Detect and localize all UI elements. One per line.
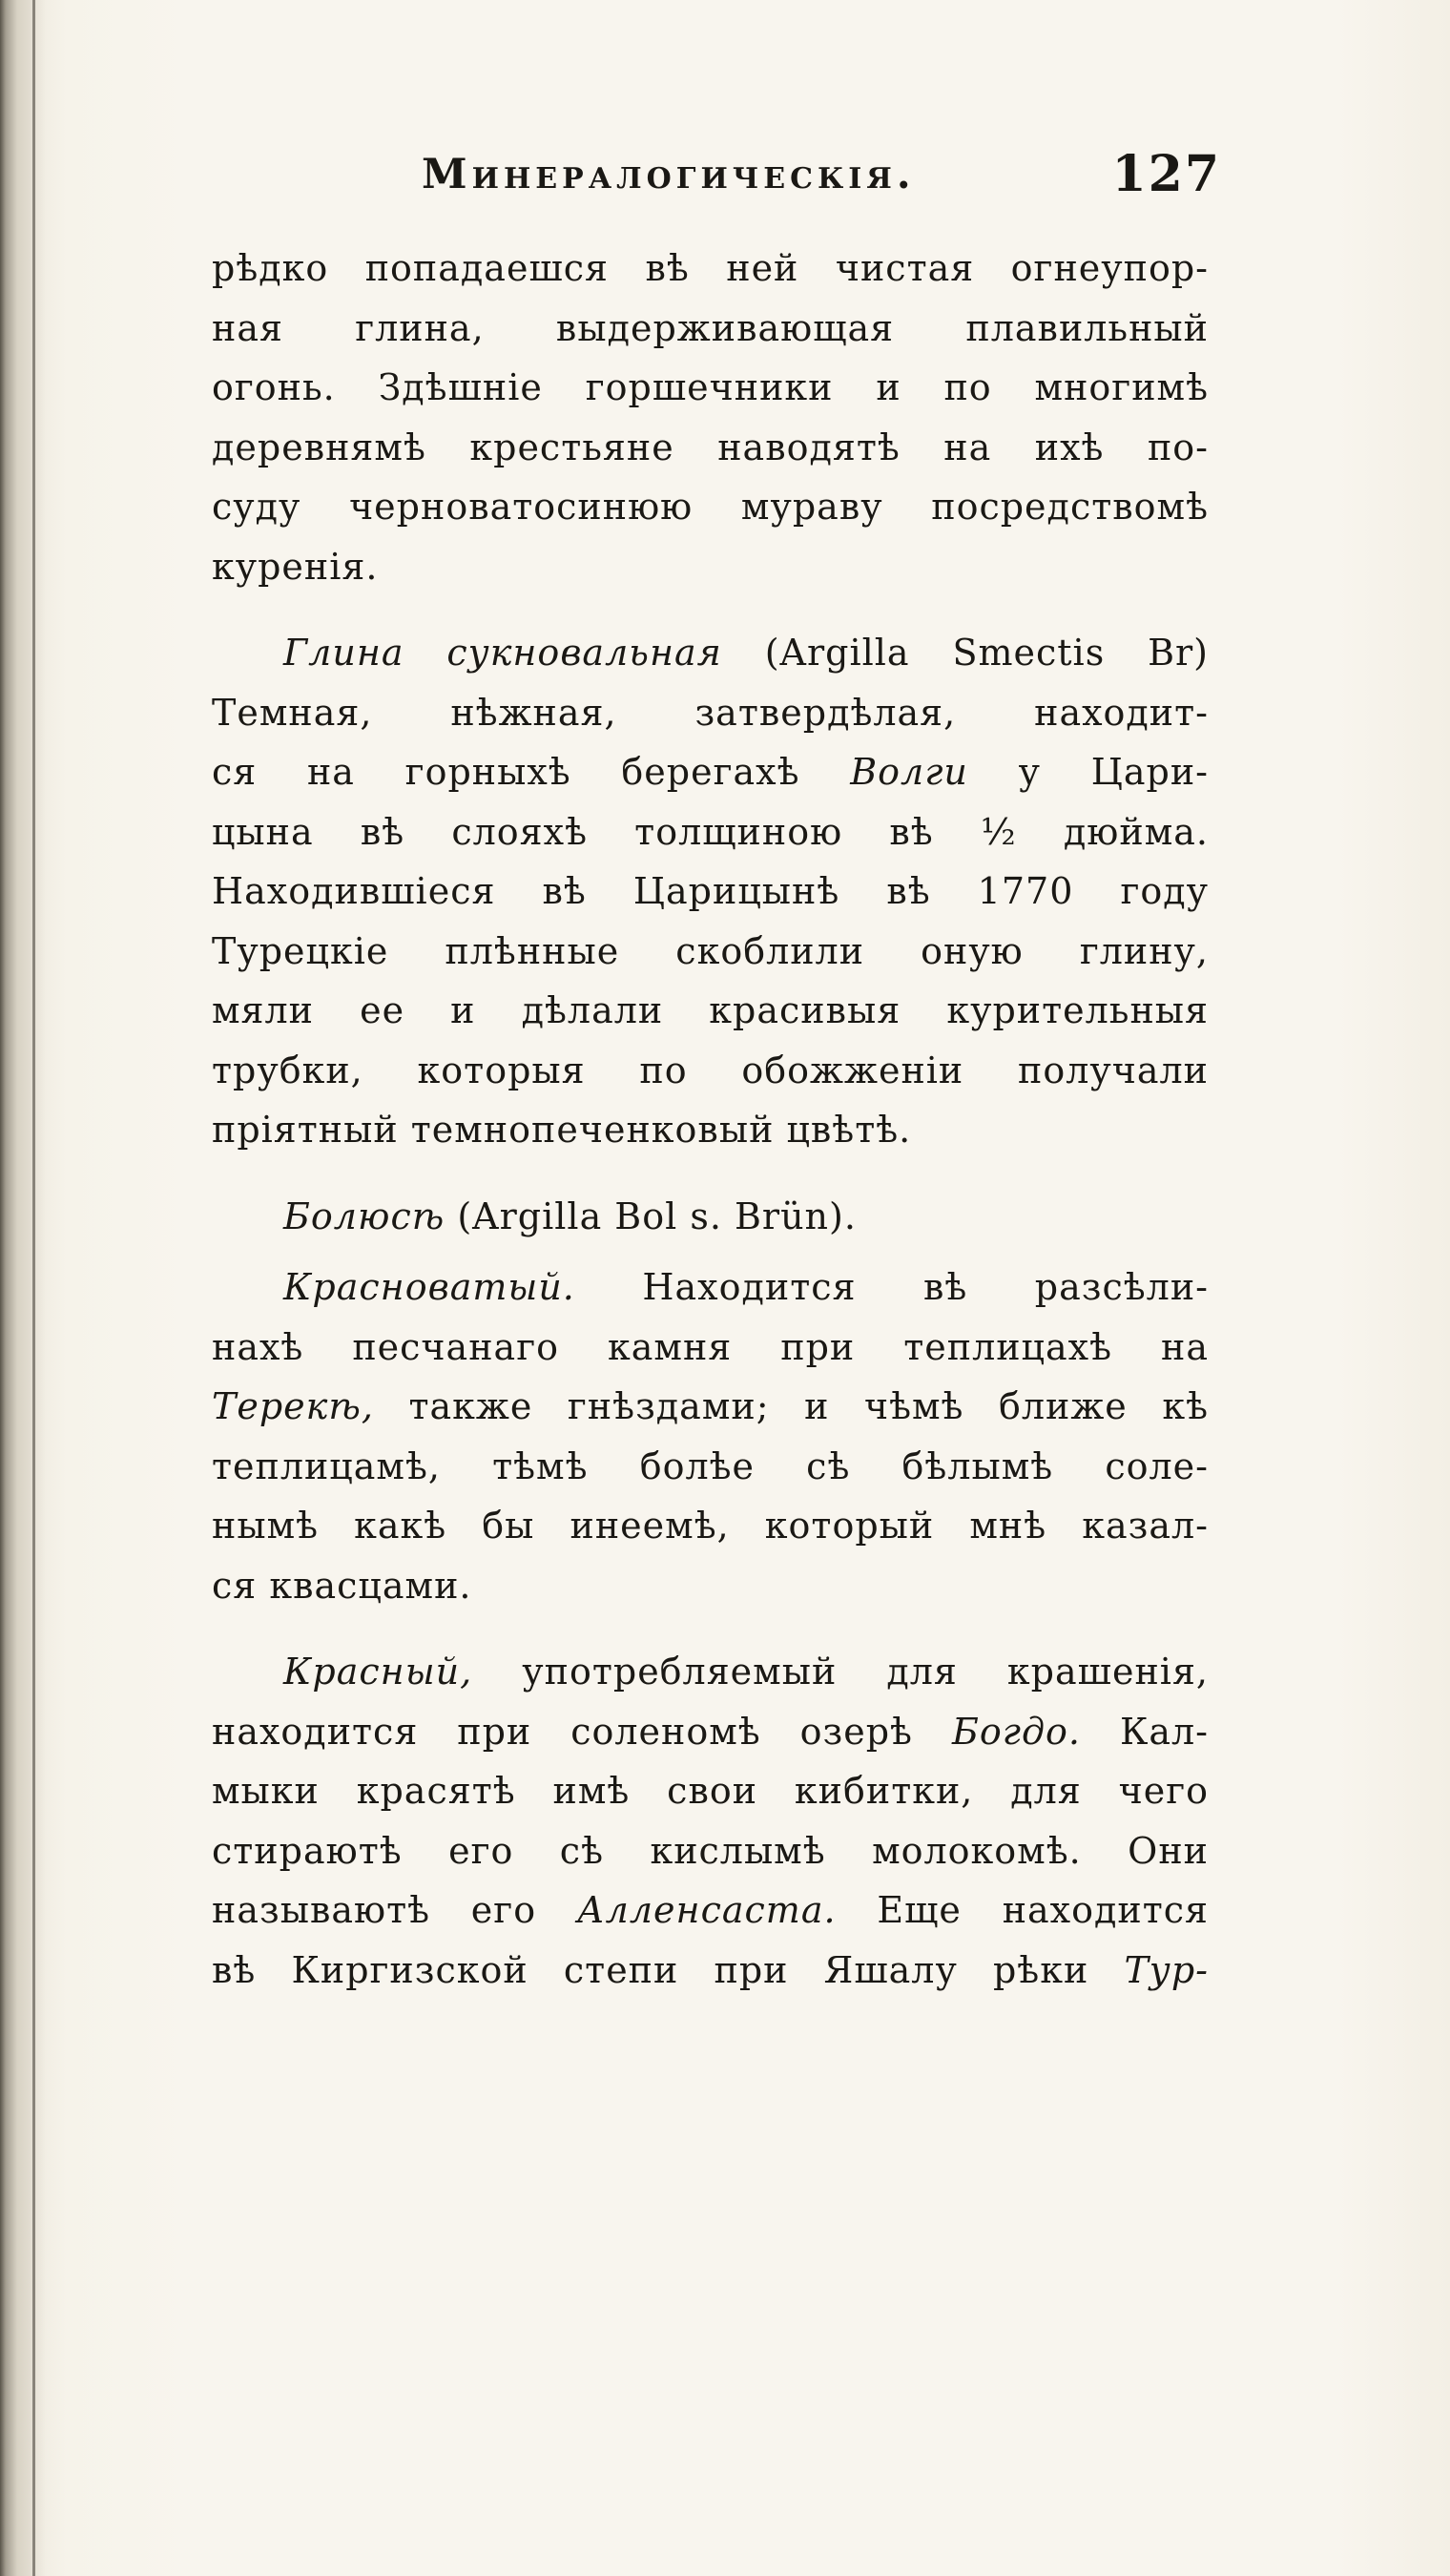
text-segment: пріятный темнопеченковый цвѣтѣ. [212, 1109, 912, 1151]
text-segment: ная глина, выдерживающая плавильный [212, 306, 1209, 349]
text-segment: рѣдко попадаешся вѣ ней чистая огнеупор- [212, 247, 1209, 289]
text-segment: нахѣ песчанаго камня при теплицахѣ на [212, 1325, 1209, 1368]
italic-term: Волги [850, 751, 968, 793]
text-line [212, 1377, 1209, 1437]
italic-term: Тур- [1124, 1948, 1209, 1991]
text-segment: ся на горныхѣ берегахѣ [212, 751, 851, 793]
italic-term: Терекѣ, [212, 1385, 374, 1427]
text-segment: также гнѣздами; и чѣмѣ ближе кѣ [373, 1385, 1209, 1427]
italic-term: Красный, [283, 1651, 473, 1693]
text-segment: огонь. Здѣшніе горшечники и по многимѣ [212, 366, 1209, 408]
text-line [212, 299, 1209, 359]
italic-term: Алленсаста. [576, 1889, 837, 1931]
text-line [212, 742, 1209, 802]
text-line [212, 1437, 1209, 1497]
text-segment: нымѣ какѣ бы инеемѣ, который мнѣ казал- [212, 1505, 1209, 1547]
paragraph [212, 1257, 1209, 1615]
spine-edge [32, 0, 35, 2576]
running-title: Минералогическія. [422, 151, 916, 198]
italic-term: Глина сукновальная [283, 632, 722, 674]
italic-term: Болюсѣ [283, 1195, 445, 1237]
paragraph-gap [212, 1160, 1209, 1187]
text-line [212, 1821, 1209, 1881]
text-segment: Находится вѣ разсѣли- [574, 1266, 1209, 1308]
text-segment: деревнямѣ крестьяне наводятѣ на ихѣ по- [212, 426, 1209, 468]
text-segment: теплицамѣ, тѣмѣ болѣе сѣ бѣлымѣ соле- [212, 1444, 1209, 1487]
page-header [210, 145, 1221, 208]
text-segment: (Argilla Bol s. Brün). [445, 1195, 857, 1237]
text-line [212, 1257, 1209, 1318]
text-segment: находится при соленомѣ озерѣ [212, 1710, 952, 1753]
text-line [212, 1041, 1209, 1101]
text-line [212, 683, 1209, 743]
paragraph [212, 1642, 1209, 2000]
text-segment: куренія. [212, 545, 379, 588]
text-line [212, 623, 1209, 683]
text-line [212, 1761, 1209, 1821]
text-segment: у Цари- [967, 751, 1209, 793]
paragraph [212, 1187, 1209, 1247]
text-line [212, 922, 1209, 982]
paragraph-gap [212, 1246, 1209, 1257]
text-segment: мяли ее и дѣлали красивыя курительныя [212, 989, 1209, 1031]
text-segment: Кал- [1081, 1710, 1210, 1753]
italic-term: Красноватый. [283, 1266, 575, 1308]
text-segment: Турецкіе плѣнные скоблили оную глину, [212, 929, 1209, 972]
text-line [212, 1941, 1209, 2001]
text-line [212, 1642, 1209, 1702]
text-line [212, 239, 1209, 299]
text-line [212, 981, 1209, 1041]
text-line [212, 1556, 1209, 1616]
text-segment: вѣ Киргизской степи при Яшалу рѣки [212, 1948, 1125, 1991]
text-line [212, 477, 1209, 537]
text-segment: трубки, которыя по обожженіи получали [212, 1049, 1209, 1091]
text-segment: ся квасцами. [212, 1564, 472, 1607]
text-line [212, 418, 1209, 478]
italic-term: Богдо. [951, 1710, 1081, 1753]
text-line [212, 862, 1209, 922]
paragraph [212, 239, 1209, 596]
text-line [212, 358, 1209, 418]
text-segment: (Argilla Smectis Br) [721, 632, 1209, 674]
spine-shadow [0, 0, 46, 2576]
text-line [212, 1318, 1209, 1378]
text-segment: стираютѣ его сѣ кислымѣ молокомѣ. Они [212, 1829, 1209, 1872]
paragraph-gap [212, 596, 1209, 623]
paragraph [212, 623, 1209, 1160]
text-segment: мыки красятѣ имѣ свои кибитки, для чего [212, 1770, 1209, 1812]
text-segment: цына вѣ слояхѣ толщиною вѣ ½ дюйма. [212, 810, 1209, 853]
body-text [212, 239, 1209, 2000]
text-segment: Находившіеся вѣ Царицынѣ вѣ 1770 году [212, 870, 1209, 912]
text-segment: употребляемый для крашенія, [472, 1651, 1209, 1693]
text-line [212, 802, 1209, 862]
paragraph-gap [212, 1615, 1209, 1642]
text-line [212, 1187, 1209, 1247]
text-line [212, 1880, 1209, 1941]
text-segment: Темная, нѣжная, затвердѣлая, находит- [212, 691, 1209, 734]
text-segment: суду черноватосинюю мураву посредствомѣ [212, 486, 1209, 528]
text-segment: Еще находится [836, 1889, 1209, 1931]
text-line [212, 1100, 1209, 1160]
text-segment: называютѣ его [212, 1889, 577, 1931]
text-line [212, 537, 1209, 597]
page-number: 127 [1111, 145, 1221, 203]
text-line [212, 1702, 1209, 1762]
text-line [212, 1496, 1209, 1556]
